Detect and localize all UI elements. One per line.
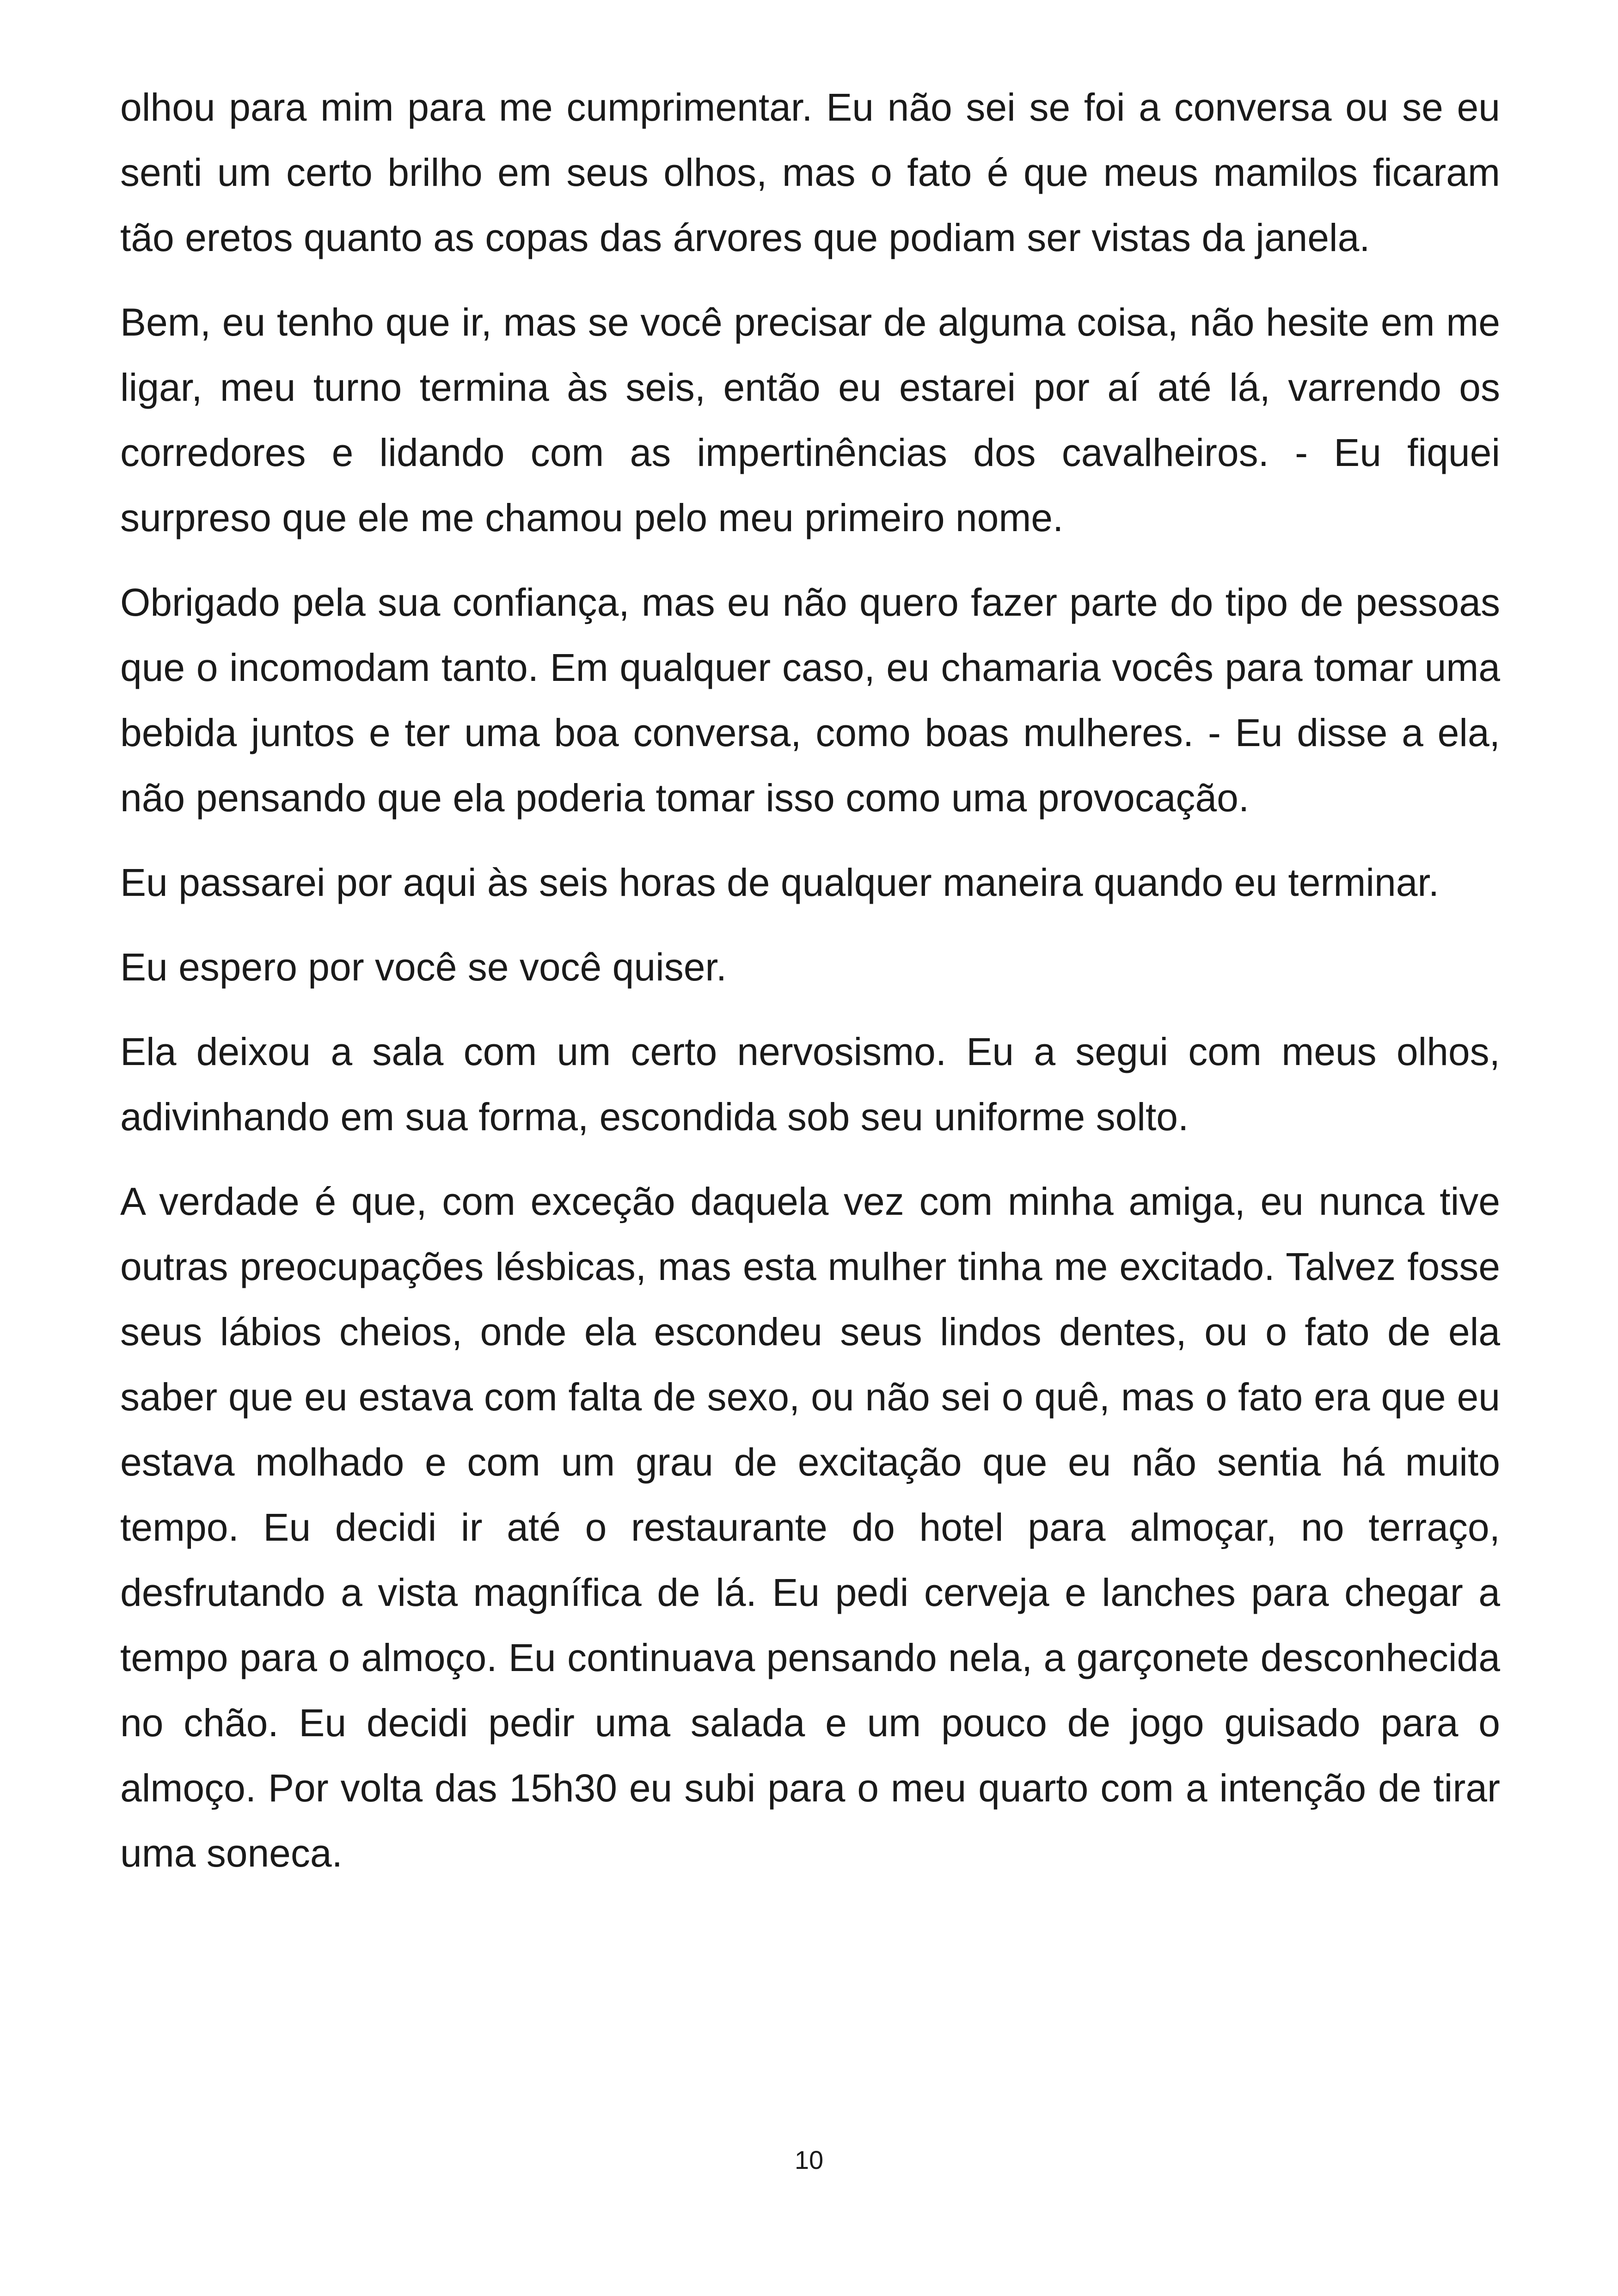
paragraph: olhou para mim para me cumprimentar. Eu não sei se foi a conversa ou se eu senti um certo brilho em seus olhos, mas o fato é que meus mamilos ficaram tão eretos quanto as copas das árvores que podiam ser vistas da janela. <box>120 86 1500 259</box>
paragraph: Eu espero por você se você quiser. <box>120 945 727 989</box>
paragraph: Eu passarei por aqui às seis horas de qualquer maneira quando eu terminar. <box>120 861 1440 904</box>
paragraph: Obrigado pela sua confiança, mas eu não quero fazer parte do tipo de pessoas que o incomodam tanto. Em qualquer caso, eu chamaria vocês para tomar uma bebida juntos e ter uma boa conversa, como boas mulheres. - Eu disse a ela, não pensando que ela poderia tomar isso como uma provocação. <box>120 581 1500 820</box>
page-number: 10 <box>794 2145 824 2174</box>
body-text <box>120 75 1500 1905</box>
paragraph: A verdade é que, com exceção daquela vez com minha amiga, eu nunca tive outras preocupações lésbicas, mas esta mulher tinha me excitado. Talvez fosse seus lábios cheios, onde ela escondeu seus lindos dentes, ou o fato de ela saber que eu estava com falta de sexo, ou não sei o quê, mas o fato era que eu estava molhado e com um grau de excitação que eu não sentia há muito tempo. Eu decidi ir até o restaurante do hotel para almoçar, no terraço, desfrutando a vista magnífica de lá. Eu pedi cerveja e lanches para chegar a tempo para o almoço. Eu continuava pensando nela, a garçonete desconhecida no chão. Eu decidi pedir uma salada e um pouco de jogo guisado para o almoço. Por volta das 15h30 eu subi para o meu quarto com a intenção de tirar uma soneca. <box>120 1180 1500 1875</box>
paragraph: Ela deixou a sala com um certo nervosismo. Eu a segui com meus olhos, adivinhando em sua forma, escondida sob seu uniforme solto. <box>120 1030 1500 1139</box>
paragraph: Bem, eu tenho que ir, mas se você precisar de alguma coisa, não hesite em me ligar, meu turno termina às seis, então eu estarei por aí até lá, varrendo os corredores e lidando com as impertinências dos cavalheiros. - Eu fiquei surpreso que ele me chamou pelo meu primeiro nome. <box>120 300 1500 539</box>
